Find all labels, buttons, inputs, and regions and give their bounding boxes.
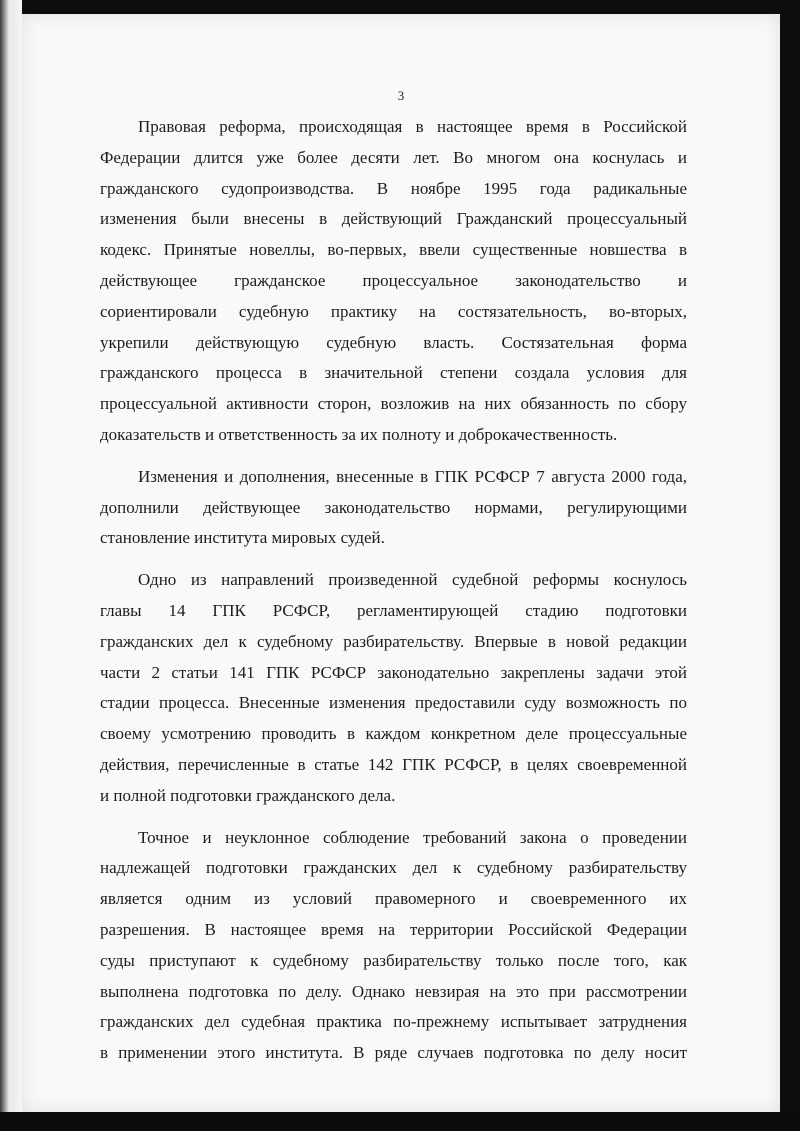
book-spine-edge (0, 0, 22, 1131)
text-line: Точное и неуклонное соблюдение требований закона о проведении (138, 827, 687, 847)
text-line: гражданского процесса в значительной степени создала условия для (100, 363, 687, 383)
text-line: стадии процесса. Внесенные изменения предоставили суду возможность по (100, 693, 687, 713)
text-line: гражданских дел судебная практика по-прежнему испытывает затруднения (100, 1012, 687, 1032)
text-line: укрепили действующую судебную власть. Состязательная форма (100, 332, 687, 352)
text-line: Одно из направлений произведенной судебной реформы коснулось (138, 570, 687, 590)
text-line: в применении этого института. В ряде случаев подготовка по делу носит (100, 1043, 687, 1063)
text-line: суды приступают к судебному разбирательству только после того, как (100, 950, 687, 970)
text-line: процессуальной активности сторон, возложив на них обязанность по сбору (100, 394, 687, 414)
body-text (100, 112, 687, 1080)
paragraph (100, 823, 687, 1069)
text-line: является одним из условий правомерного и своевременного их (100, 889, 687, 909)
text-line: своему усмотрению проводить в каждом конкретном деле процессуальные (100, 724, 687, 744)
text-line: главы 14 ГПК РСФСР, регламентирующей стадию подготовки (100, 600, 687, 620)
text-line: действия, перечисленные в статье 142 ГПК РСФСР, в целях своевременной (100, 754, 687, 774)
paragraph (100, 565, 687, 811)
text-line: становление института мировых судей. (100, 528, 385, 548)
text-line: Федерации длится уже более десяти лет. Во многом она коснулась и (100, 147, 687, 167)
paragraph (100, 462, 687, 554)
scan-bottom-edge (0, 1112, 800, 1131)
text-line: и полной подготовки гражданского дела. (100, 785, 396, 805)
text-line: кодекс. Принятые новеллы, во-первых, ввели существенные новшества в (100, 240, 687, 260)
text-line: разрешения. В настоящее время на территории Российской Федерации (100, 919, 687, 939)
text-line: гражданского судопроизводства. В ноябре 1995 года радикальные (100, 178, 687, 198)
text-line: выполнена подготовка по делу. Однако невзирая на это при рассмотрении (100, 981, 687, 1001)
text-line: Правовая реформа, происходящая в настоящее время в Российской (138, 117, 687, 136)
paragraph (100, 112, 687, 451)
text-line: сориентировали судебную практику на состязательность, во-вторых, (100, 301, 687, 321)
text-line: действующее гражданское процессуальное законодательство и (100, 270, 687, 290)
text-line: гражданских дел к судебному разбирательству. Впервые в новой редакции (100, 631, 687, 651)
page-number: 3 (397, 88, 405, 103)
text-line: части 2 статьи 141 ГПК РСФСР законодательно закреплены задачи этой (100, 662, 687, 682)
text-line: доказательств и ответственность за их полноту и доброкачественность. (100, 424, 618, 444)
text-line: изменения были внесены в действующий Гражданский процессуальный (100, 209, 687, 229)
document-page (22, 14, 780, 1112)
text-line: надлежащей подготовки гражданских дел к судебному разбирательству (100, 858, 687, 878)
text-line: Изменения и дополнения, внесенные в ГПК РСФСР 7 августа 2000 года, (138, 466, 687, 486)
text-line: дополнили действующее законодательство нормами, регулирующими (100, 497, 687, 517)
